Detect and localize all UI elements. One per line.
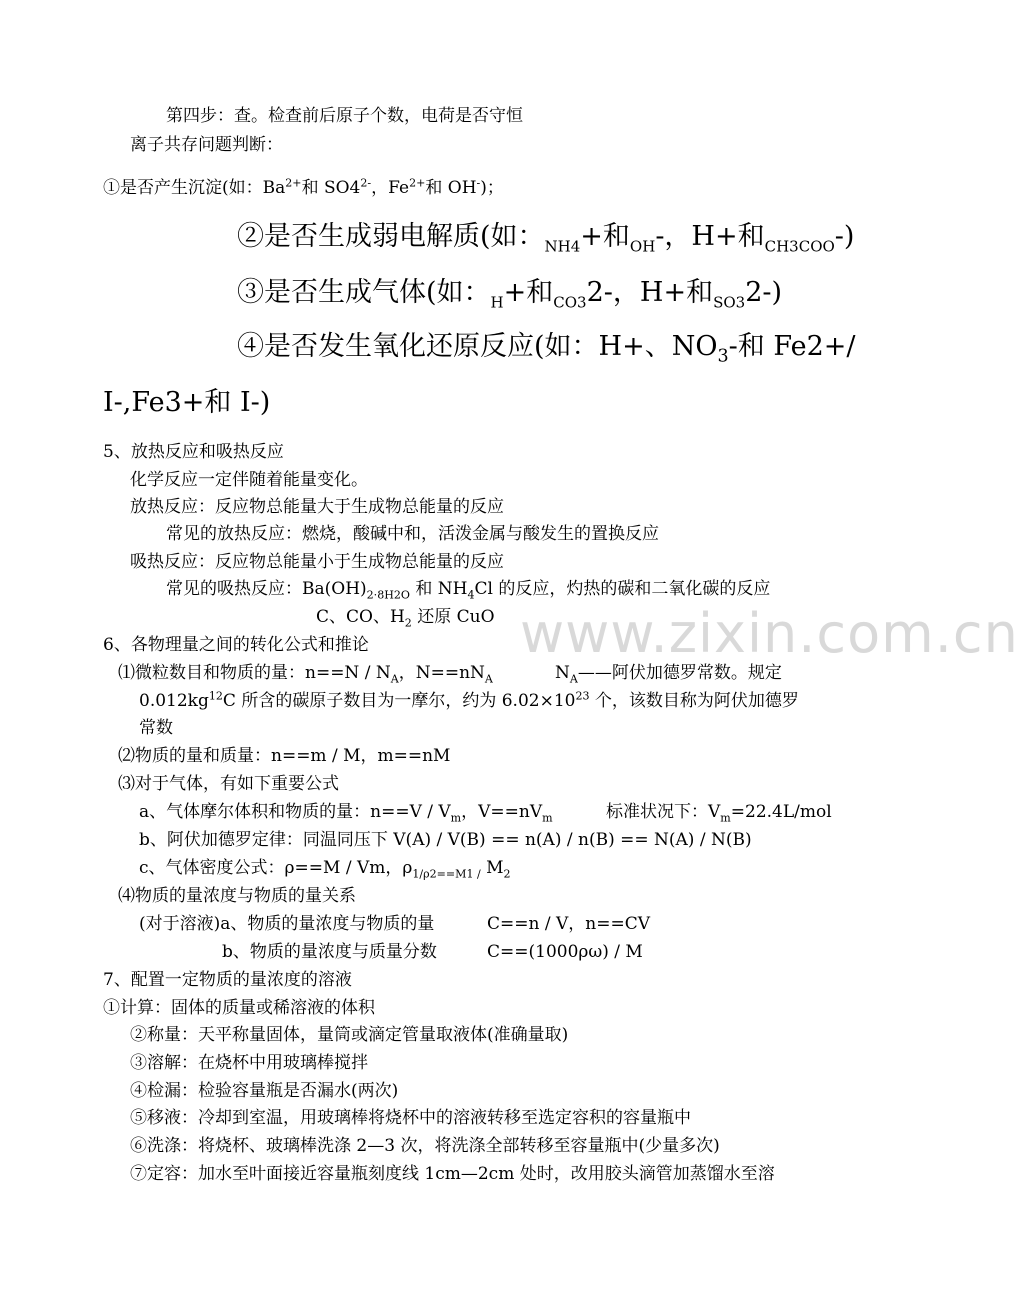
sec5-line1: 化学反应一定伴随着能量变化。 bbox=[130, 470, 368, 490]
sec6-p3: ⑶对于气体，有如下重要公式 bbox=[118, 774, 339, 794]
sec7-step5: ⑤移液：冷却到室温，用玻璃棒将烧杯中的溶液转移至选定容积的容量瓶中 bbox=[130, 1108, 691, 1128]
sec7-step7: ⑦定容：加水至叶面接近容量瓶刻度线 1cm—2cm 处时，改用胶头滴管加蒸馏水至溶 bbox=[130, 1164, 775, 1184]
sec7-step3: ③溶解：在烧杯中用玻璃棒搅拌 bbox=[130, 1053, 368, 1073]
sec6-p3a-standard: 标准状况下：$V_m=22.4L$/mol bbox=[606, 802, 832, 825]
sec6-p1-line1: ⑴微粒数目和物质的量：$n==N / N_A$，$N==nN_A$ bbox=[118, 663, 493, 686]
sec6-title: 6、各物理量之间的转化公式和推论 bbox=[103, 635, 369, 655]
step4-line: 第四步：查。检查前后原子个数，电荷是否守恒 bbox=[166, 106, 523, 126]
sec7-step2: ②称量：天平称量固体，量筒或滴定管量取液体(准确量取) bbox=[130, 1025, 569, 1045]
sec6-p3b: b、阿伏加德罗定律：同温同压下 V(A) / V(B) == n(A) / n(B) == N(A) / N(B) bbox=[139, 830, 752, 850]
sec6-p4b: b、物质的量浓度与质量分数 bbox=[222, 942, 437, 962]
coexist-item-2: ②是否生成弱电解质(如：$_{NH4}$+和$_{OH}$-，H+和$_{CH3COO}$-) bbox=[237, 221, 855, 256]
watermark: www.zixin.com.cn bbox=[520, 602, 1019, 665]
sec7-title: 7、配置一定物质的量浓度的溶液 bbox=[103, 970, 352, 990]
sec6-p3c: c、气体密度公式：ρ==M / Vm，$\rho_{1/\rho 2==M1 /}$ $M_2$ bbox=[139, 858, 511, 881]
coexist-item-4-cont: I-,Fe3+和 I-) bbox=[103, 387, 271, 418]
sec5-line2: 放热反应：反应物总能量大于生成物总能量的反应 bbox=[130, 497, 504, 517]
sec7-step1: ①计算：固体的质量或稀溶液的体积 bbox=[103, 998, 375, 1018]
sec6-p4a-formula: C==n / V，n==CV bbox=[487, 914, 650, 934]
coexist-item-3: ③是否生成气体(如：$_H$+和$_{CO3}$2-，H+和$_{SO3}$2-) bbox=[237, 277, 783, 312]
sec5-line5: 常见的吸热反应：$Ba(OH)_{2\cdot 8H2O}$ 和 $NH_4Cl$ 的反应，灼热的碳和二氧化碳的反应 bbox=[166, 579, 771, 602]
sec5-line4: 吸热反应：反应物总能量小于生成物总能量的反应 bbox=[130, 552, 504, 572]
sec6-p4: ⑷物质的量浓度与物质的量关系 bbox=[118, 886, 356, 906]
coexist-title: 离子共存问题判断： bbox=[130, 135, 283, 155]
sec5-line3: 常见的放热反应：燃烧，酸碱中和，活泼金属与酸发生的置换反应 bbox=[166, 524, 659, 544]
sec6-p4a: (对于溶液)a、物质的量浓度与物质的量 bbox=[139, 914, 435, 934]
coexist-item-1: ①是否产生沉淀(如：$Ba^{2+}$和 $SO4^{2-}$，$Fe^{2+}$和 OH-)； bbox=[103, 176, 504, 198]
sec6-p4b-formula: C==(1000ρω) / M bbox=[487, 942, 643, 962]
sec7-step4: ④检漏：检验容量瓶是否漏水(两次) bbox=[130, 1081, 399, 1101]
sec6-p1-line2: $0.012kg^{12}C$ 所含的碳原子数目为一摩尔，约为 $6.02\times 10^{23}$ 个，该数目称为阿伏加德罗 bbox=[139, 689, 799, 711]
sec6-p3a: a、气体摩尔体积和物质的量：$n==V / V_m$，$V==nV_m$ bbox=[139, 802, 553, 825]
sec6-p1-line3: 常数 bbox=[139, 718, 173, 738]
coexist-item-4: ④是否发生氧化还原反应(如：H+、$NO_3-$和 Fe2+/ bbox=[237, 331, 856, 367]
sec6-p1-avogadro: $N_A——$阿伏加德罗常数。规定 bbox=[555, 663, 782, 686]
sec6-p2: ⑵物质的量和质量：n==m / M，m==nM bbox=[118, 746, 451, 766]
sec7-step6: ⑥洗涤：将烧杯、玻璃棒洗涤 2—3 次，将洗涤全部转移至容量瓶中(少量多次) bbox=[130, 1136, 720, 1156]
sec5-title: 5、放热反应和吸热反应 bbox=[103, 442, 284, 462]
sec5-line6: C、CO、$H_2$ 还原 CuO bbox=[316, 607, 495, 630]
